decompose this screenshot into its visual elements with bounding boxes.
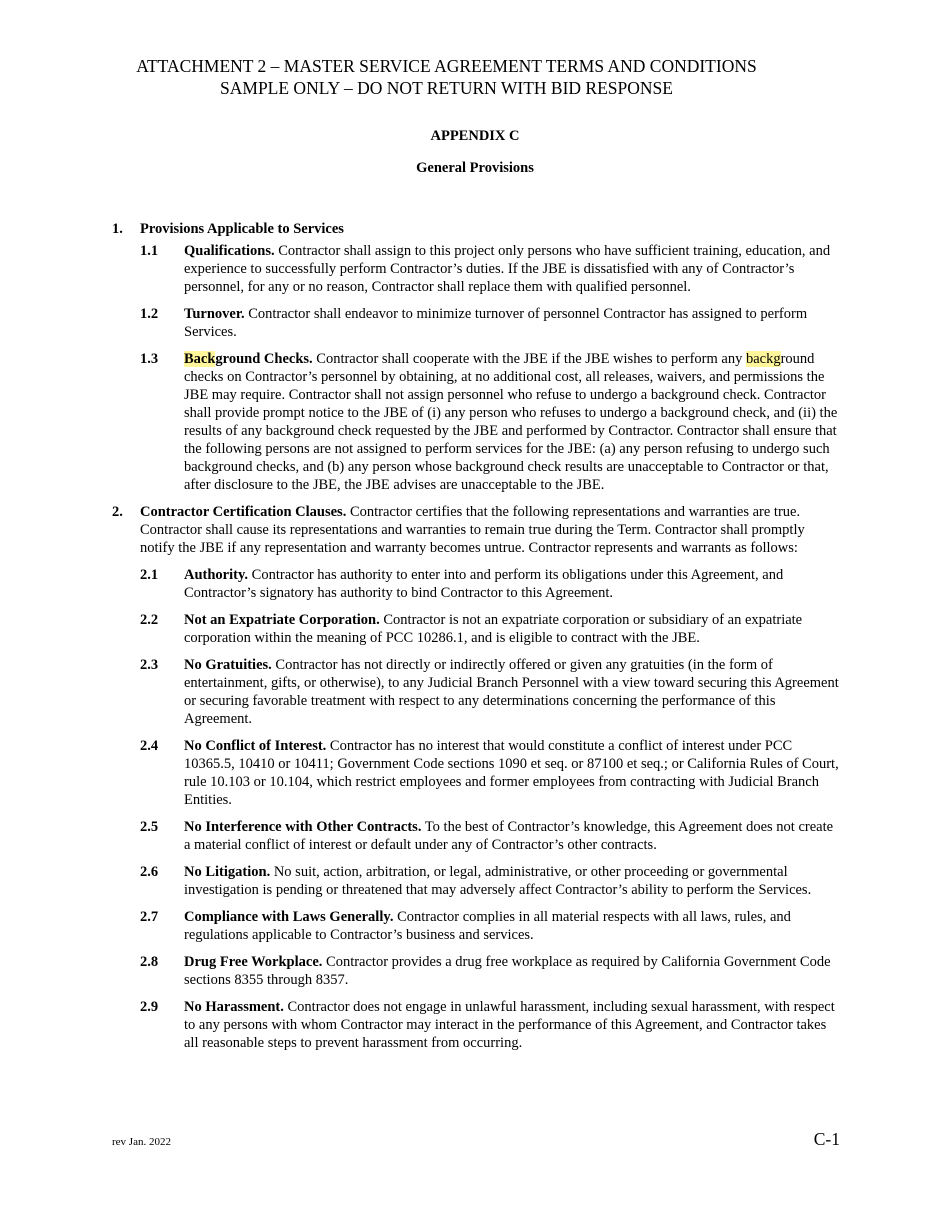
clause-text: No suit, action, arbitration, or legal, administrative, or other proceeding or governmental investigation is pending or threatened that may adversely affect Contractor’s ability to perform the Services.	[184, 864, 812, 898]
clause-text: Contractor is not an expatriate corporation or subsidiary of an expatriate corporation within the meaning of PCC 10286.1, and is eligible to contract with the JBE.	[184, 612, 803, 646]
clause-number: 2.8	[140, 954, 159, 970]
clause-text: Contractor shall assign to this project only persons who have sufficient training, education, and experience to successfully perform Contractor’s duties. If the JBE is dissatisfied with any of Contractor’s personnel, for any or no reason, Contractor shall replace them with qualified personnel.	[184, 243, 831, 295]
search-highlight: Back	[184, 351, 216, 367]
clause-title: No Gratuities.	[184, 657, 272, 673]
clause-2-6	[112, 863, 840, 899]
clause-text: Contractor has no interest that would constitute a conflict of interest under PCC 10365.5, 10410 or 10411; Government Code sections 1090 et seq. or 87100 et seq.; or California Rules of Court, rule 10.103 or 10.104, which restrict employees and former employees from contracting with Judicial Branch Entities.	[184, 738, 839, 808]
clause-number: 1.2	[140, 306, 159, 322]
clause-2-1	[112, 566, 840, 602]
clause-text: Contractor does not engage in unlawful harassment, including sexual harassment, with respect to any persons with whom Contractor may interact in the performance of this Agreement, and Contractor takes all reasonable steps to prevent harassment from occurring.	[184, 999, 835, 1051]
clause-number: 2.5	[140, 819, 159, 835]
search-highlight: backg	[745, 351, 781, 367]
clause-1-3	[112, 350, 840, 494]
clause-2-8	[112, 953, 840, 989]
clause-title-rest: ground Checks.	[215, 351, 313, 367]
clause-2-9	[112, 998, 840, 1052]
clause-text: Contractor provides a drug free workplace as required by California Government Code sections 8355 through 8357.	[184, 954, 831, 988]
page-number: C-1	[813, 1129, 840, 1149]
clause-text: Contractor shall endeavor to minimize turnover of personnel Contractor has assigned to perform Services.	[184, 306, 808, 340]
clause-number: 2.3	[140, 657, 159, 673]
clause-text-part-2: round checks on Contractor’s personnel by obtaining, at no additional cost, all releases, waivers, and permissions the JBE may require. Contractor shall not assign personnel who refuse to undergo a background check. Contractor shall provide prompt notice to the JBE of (i) any person who refuses to undergo a background check, and (ii) the results of any background check requested by the JBE and performed by Contractor. Contractor shall ensure that the following persons are not assigned to perform services for the JBE: (a) any person refusing to undergo such background checks, and (b) any person whose background check results are unacceptable to Contractor or that, after disclosure to the JBE, the JBE advises are unacceptable to the JBE.	[184, 351, 838, 493]
clause-2-7	[112, 908, 840, 944]
clause-number: 2.6	[140, 864, 159, 880]
section-title: Provisions Applicable to Services	[140, 221, 344, 237]
section-2	[112, 503, 840, 557]
section-text: Contractor certifies that the following representations and warranties are true. Contractor shall cause its representations and warranties to remain true during the Term. Contractor shall promptly notify the JBE if any representation and warranty becomes untrue. Contractor represents and warrants as follows:	[140, 504, 805, 556]
clause-1-1	[112, 242, 840, 296]
clause-1-2	[112, 305, 840, 341]
clause-text: Contractor complies in all material respects with all laws, rules, and regulations applicable to Contractor’s business and services.	[184, 909, 791, 943]
clause-number: 2.9	[140, 999, 159, 1015]
appendix-title: APPENDIX C	[430, 128, 520, 144]
section-1	[112, 220, 840, 238]
document-body	[112, 220, 840, 1052]
clause-title: No Litigation.	[184, 864, 271, 880]
header-line-2: SAMPLE ONLY – DO NOT RETURN WITH BID RESPONSE	[220, 78, 673, 98]
header-line-1: ATTACHMENT 2 – MASTER SERVICE AGREEMENT TERMS AND CONDITIONS	[136, 56, 757, 76]
clause-2-4	[112, 737, 840, 809]
clause-title: Qualifications.	[184, 243, 275, 259]
section-title: Contractor Certification Clauses.	[140, 504, 347, 520]
clause-title: Compliance with Laws Generally.	[184, 909, 394, 925]
clause-2-5	[112, 818, 840, 854]
clause-number: 1.3	[140, 351, 159, 367]
attachment-header	[0, 55, 893, 99]
clause-title: Turnover.	[184, 306, 245, 322]
clause-text-part-1: Contractor shall cooperate with the JBE if the JBE wishes to perform any	[312, 351, 746, 367]
revision-note: rev Jan. 2022	[112, 1136, 171, 1148]
clause-text: Contractor has authority to enter into and perform its obligations under this Agreement, and Contractor’s signatory has authority to bind Contractor to this Agreement.	[184, 567, 784, 601]
clause-2-3	[112, 656, 840, 728]
clause-title: Authority.	[184, 567, 249, 583]
clause-number: 2.7	[140, 909, 159, 925]
clause-title: Not an Expatriate Corporation.	[184, 612, 380, 628]
section-number: 1.	[112, 221, 123, 237]
clause-number: 2.4	[140, 738, 159, 754]
section-number: 2.	[112, 504, 123, 520]
clause-title: Drug Free Workplace.	[184, 954, 323, 970]
clause-title	[184, 351, 313, 367]
clause-text: To the best of Contractor’s knowledge, this Agreement does not create a material conflict of interest or default under any of Contractor’s other contracts.	[184, 819, 834, 853]
appendix-subtitle: General Provisions	[416, 160, 534, 176]
clause-2-2	[112, 611, 840, 647]
clause-number: 1.1	[140, 243, 159, 259]
clause-title: No Interference with Other Contracts.	[184, 819, 422, 835]
clause-title: No Conflict of Interest.	[184, 738, 327, 754]
clause-number: 2.1	[140, 567, 159, 583]
clause-number: 2.2	[140, 612, 159, 628]
clause-title: No Harassment.	[184, 999, 284, 1015]
clause-text: Contractor has not directly or indirectly offered or given any gratuities (in the form of entertainment, gifts, or otherwise), to any Judicial Branch Personnel with a view toward securing this Agreement or securing favorable treatment with respect to any determinations concerning the performance of this Agreement.	[184, 657, 839, 727]
